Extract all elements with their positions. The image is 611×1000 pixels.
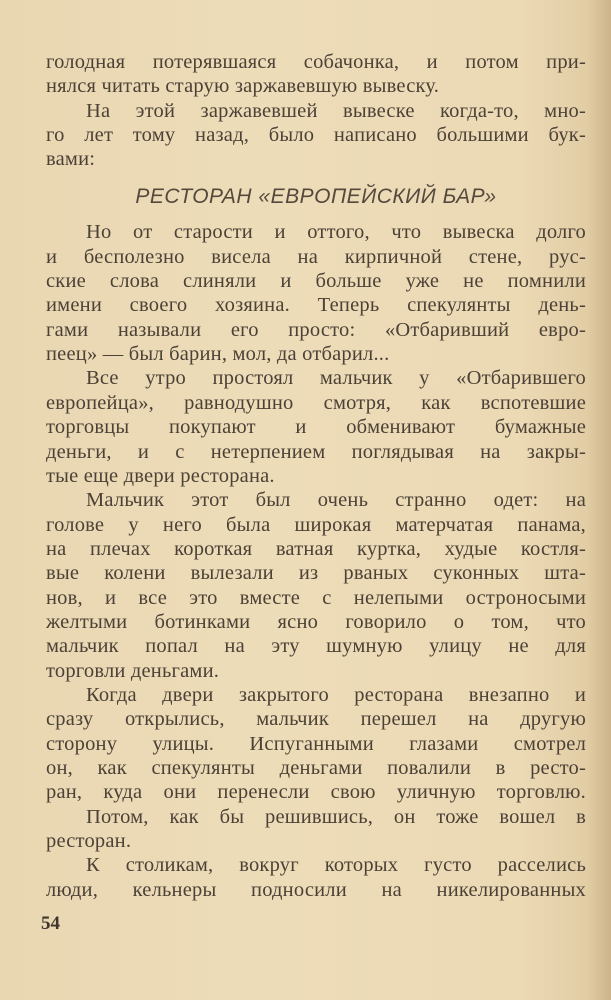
text-line: Мальчик этот был очень странно одет: на <box>86 489 586 512</box>
text-block-after-heading <box>46 220 586 902</box>
text-line: торговли деньгами. <box>46 659 220 682</box>
page-body <box>46 50 586 902</box>
text-line: голодная потерявшаяся собачонка, и потом при- <box>46 51 586 73</box>
text-line: вами: <box>46 148 96 171</box>
text-line: ские слова слиняли и больше уже не помнили <box>46 270 586 293</box>
text-line: нялся читать старую заржавевшую вывеску. <box>46 75 440 98</box>
text-line: и бесполезно висела на кирпичной стене, рус- <box>46 245 586 268</box>
page-number: 54 <box>41 913 60 934</box>
text-line: пеец» — был барин, мол, да отбарил... <box>46 343 390 366</box>
text-line: К столикам, вокруг которых густо расселись <box>86 854 586 877</box>
text-line: торговцы покупают и обменивают бумажные <box>46 416 586 439</box>
text-line: го лет тому назад, было написано большими бук- <box>46 124 586 147</box>
text-line: деньги, и с нетерпением поглядывая на закры- <box>46 440 586 463</box>
text-line: Все утро простоял мальчик у «Отбарившего <box>86 367 586 390</box>
text-block-before-heading <box>46 50 586 172</box>
text-line: сторону улицы. Испуганными глазами смотрел <box>46 732 586 755</box>
text-line: На этой заржавевшей вывеске когда-то, мно- <box>86 99 586 122</box>
text-line: вые колени вылезали из рваных суконных шта- <box>46 562 586 585</box>
text-line: имени своего хозяина. Теперь спекулянты день- <box>46 294 586 317</box>
text-line: на плечах короткая ватная куртка, худые костля- <box>46 537 586 560</box>
text-line: ран, куда они перенесли свою уличную торговлю. <box>46 781 586 804</box>
text-line: ресторан. <box>46 830 132 852</box>
text-line: сразу открылись, мальчик перешел на другую <box>46 708 586 731</box>
text-line: голове у него была широкая матерчатая панама, <box>46 513 586 536</box>
restaurant-sign-heading: РЕСТОРАН «ЕВРОПЕЙСКИЙ БАР» <box>135 184 497 208</box>
text-line: тые еще двери ресторана. <box>46 464 275 487</box>
text-line: желтыми ботинками ясно говорило о том, что <box>46 610 586 633</box>
text-line: Но от старости и оттого, что вывеска долго <box>86 221 586 244</box>
text-line: гами называли его просто: «Отбаривший евро- <box>46 318 586 341</box>
text-line: мальчик попал на эту шумную улицу не для <box>46 635 586 658</box>
text-line: Когда двери закрытого ресторана внезапно и <box>86 683 586 706</box>
text-line: Потом, как бы решившись, он тоже вошел в <box>86 805 586 828</box>
text-line: он, как спекулянты деньгами повалили в ресто- <box>46 756 586 779</box>
text-line: европейца», равнодушно смотря, как вспотевшие <box>46 391 586 414</box>
text-line: нов, и все это вместе с нелепыми остроносыми <box>46 586 586 609</box>
text-line: люди, кельнеры подносили на никелированных <box>46 878 586 901</box>
